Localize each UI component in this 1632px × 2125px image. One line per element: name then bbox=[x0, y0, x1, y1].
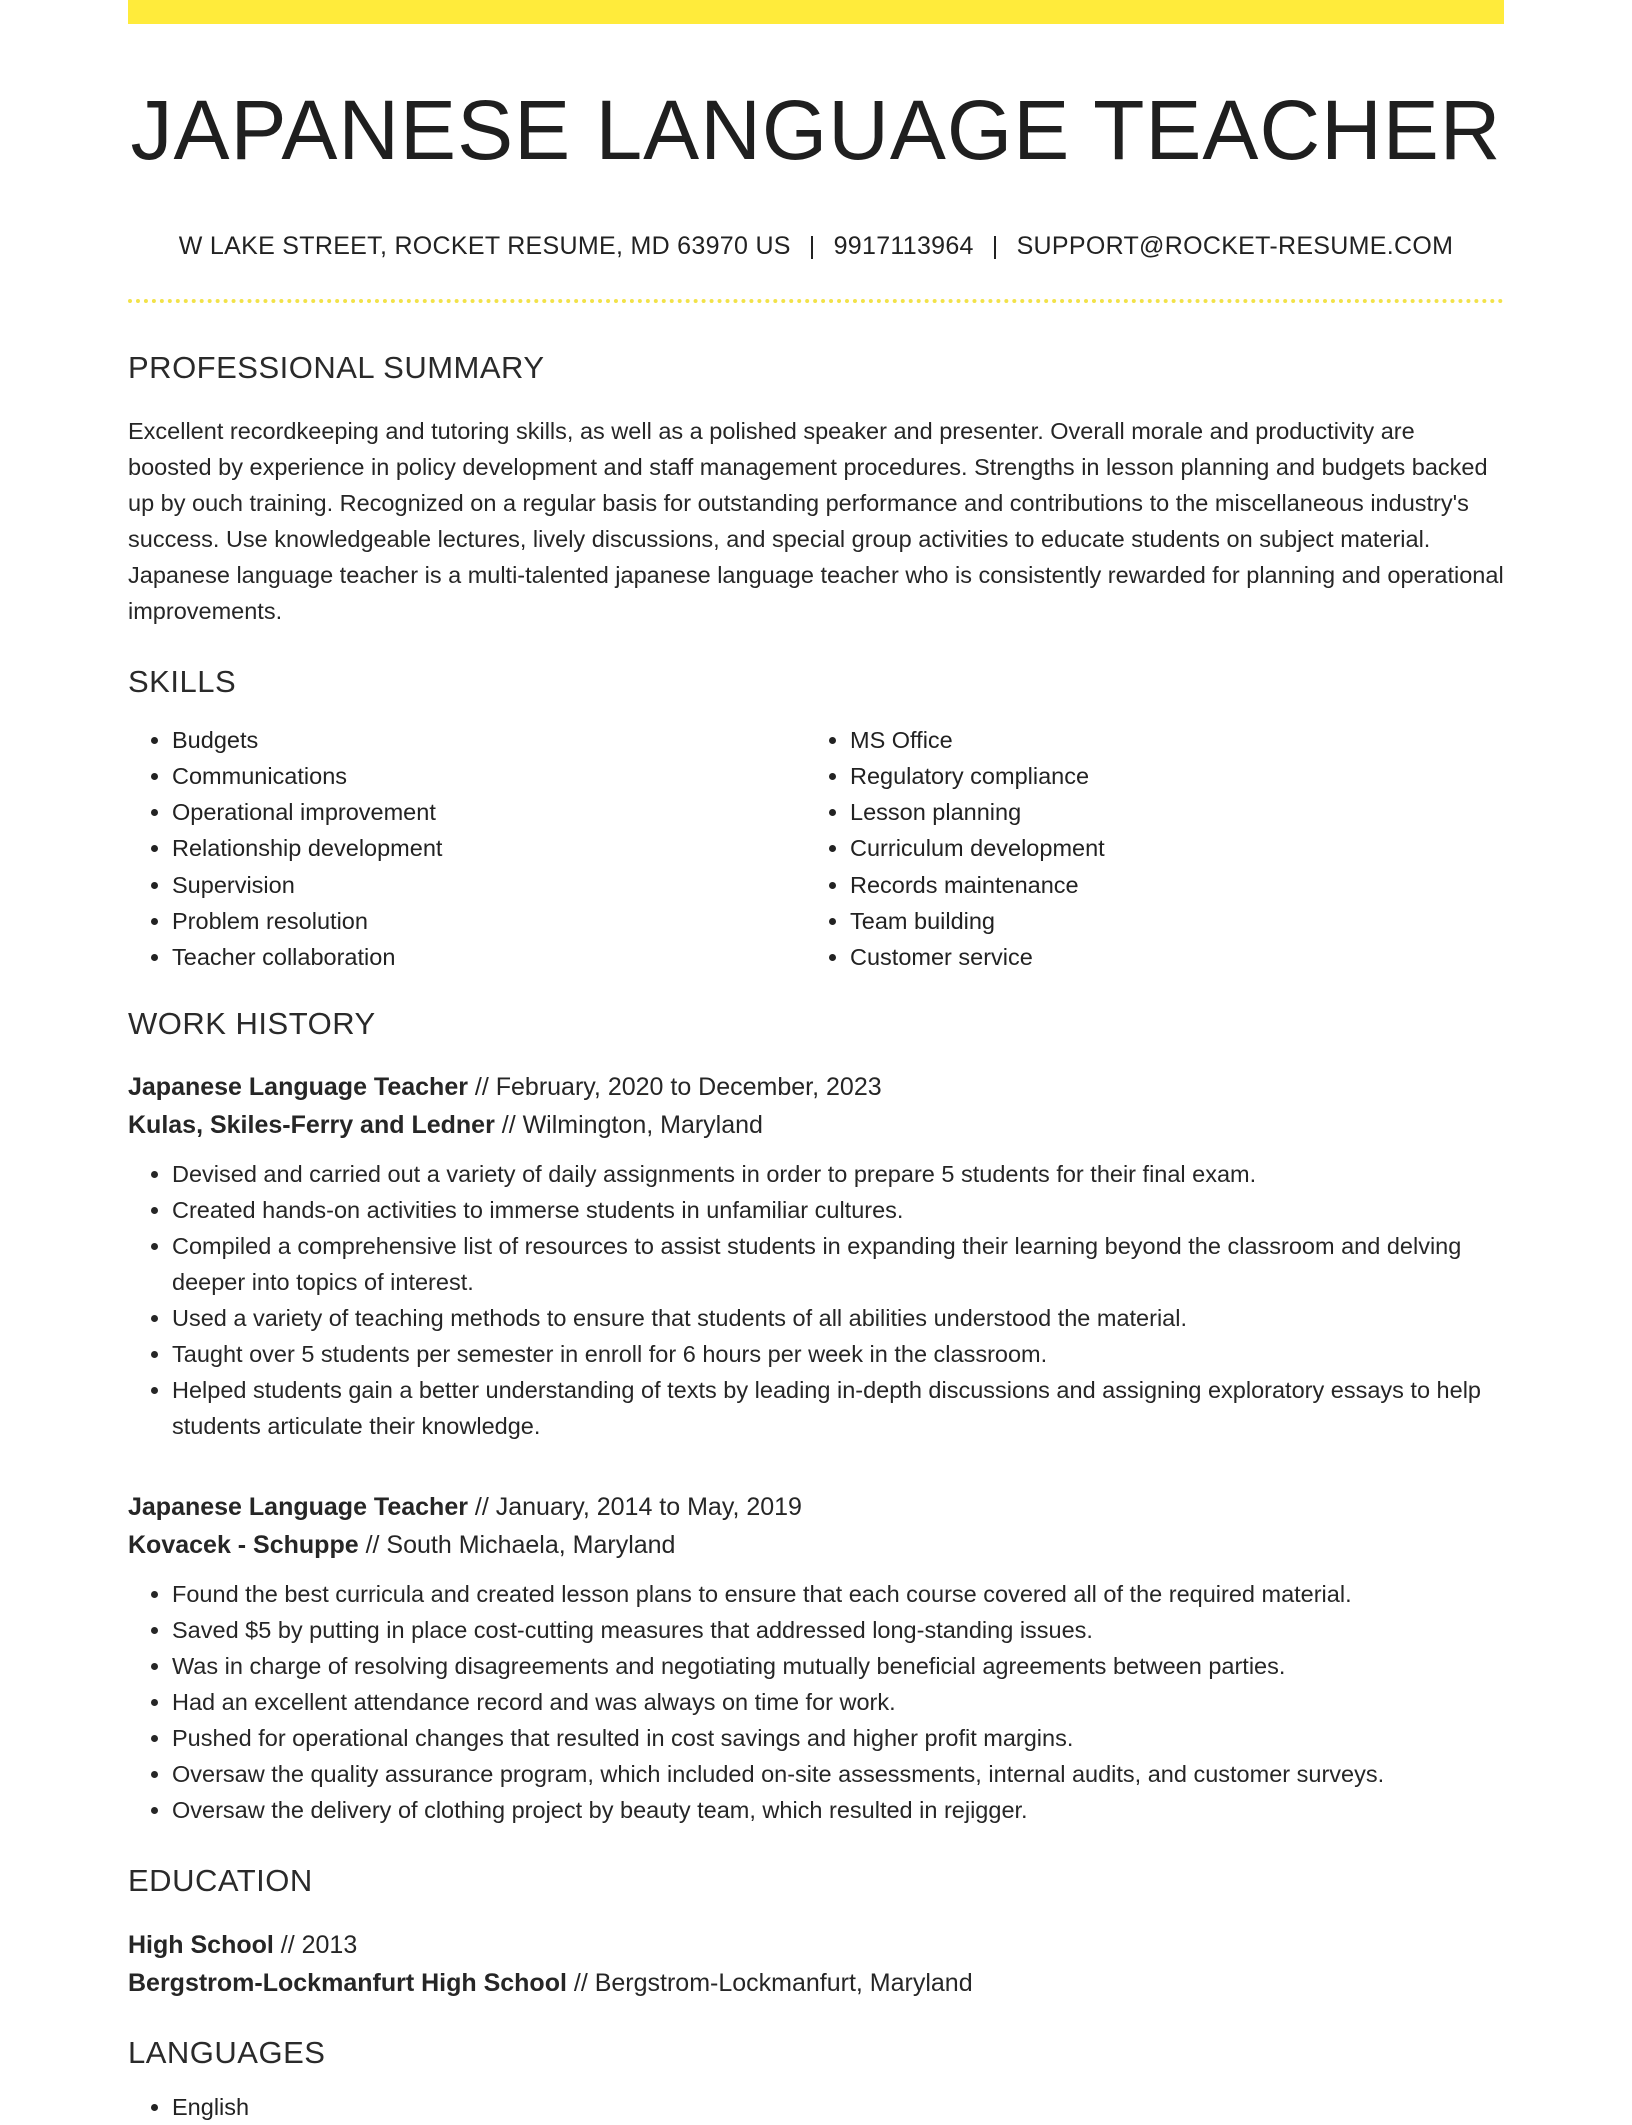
language-item: • English bbox=[172, 2089, 1504, 2125]
skills-list bbox=[128, 722, 1504, 975]
summary-heading: PROFESSIONAL SUMMARY bbox=[128, 350, 545, 386]
contact-separator: | bbox=[991, 232, 999, 261]
job-bullet: • Helped students gain a better understanding of texts by leading in-depth discussions and assigning exploratory essays to help students articulate their knowledge. bbox=[172, 1372, 1504, 1444]
job-bullet: • Taught over 5 students per semester in enroll for 6 hours per week in the classroom. bbox=[172, 1336, 1504, 1372]
skill-item: • Regulatory compliance bbox=[850, 758, 1484, 794]
skills-heading: SKILLS bbox=[128, 663, 237, 699]
job-bullet: • Oversaw the quality assurance program, which included on-site assessments, internal audits, and customer surveys. bbox=[172, 1756, 1504, 1792]
resume-page bbox=[128, 0, 1504, 2125]
job-title: Japanese Language Teacher bbox=[128, 1073, 468, 1102]
skill-item: • Budgets bbox=[172, 722, 806, 758]
skill-item: • Team building bbox=[850, 903, 1484, 939]
skill-item: • Customer service bbox=[850, 939, 1484, 975]
skills-column-right bbox=[806, 722, 1484, 975]
education-school-line bbox=[128, 1964, 1504, 2002]
dotted-divider bbox=[128, 299, 1504, 303]
job-bullet: • Created hands-on activities to immerse students in unfamiliar cultures. bbox=[172, 1192, 1504, 1228]
skill-item: • Lesson planning bbox=[850, 794, 1484, 830]
job-company-line bbox=[128, 1526, 1504, 1564]
work-history-heading: WORK HISTORY bbox=[128, 1006, 376, 1042]
skill-item: • Operational improvement bbox=[172, 794, 806, 830]
job-bullet: • Compiled a comprehensive list of resources to assist students in expanding their learning beyond the classroom and delving deeper into topics of interest. bbox=[172, 1228, 1504, 1300]
job-bullets bbox=[128, 1576, 1504, 1828]
job-company-line bbox=[128, 1106, 1504, 1144]
job-title: Japanese Language Teacher bbox=[128, 1493, 468, 1522]
job-location: // Wilmington, Maryland bbox=[494, 1111, 763, 1140]
resume-title: JAPANESE LANGUAGE TEACHER bbox=[130, 83, 1502, 177]
skill-item: • Teacher collaboration bbox=[172, 939, 806, 975]
job-title-line bbox=[128, 1488, 1504, 1526]
education-degree-line bbox=[128, 1926, 1504, 1964]
job-bullets bbox=[128, 1156, 1504, 1444]
contact-email: SUPPORT@ROCKET-RESUME.COM bbox=[1016, 232, 1454, 261]
skill-item: • Supervision bbox=[172, 867, 806, 903]
skill-item: • Records maintenance bbox=[850, 867, 1484, 903]
education-degree: High School bbox=[128, 1930, 274, 1959]
job-bullet: • Devised and carried out a variety of daily assignments in order to prepare 5 students for their final exam. bbox=[172, 1156, 1504, 1192]
job-bullet: • Found the best curricula and created lesson plans to ensure that each course covered all of the required material. bbox=[172, 1576, 1504, 1612]
contact-line bbox=[128, 232, 1504, 261]
skill-item: • Curriculum development bbox=[850, 830, 1484, 866]
job-title-line bbox=[128, 1068, 1504, 1106]
languages-heading: LANGUAGES bbox=[128, 2034, 326, 2070]
job-company: Kovacek - Schuppe bbox=[128, 1531, 359, 1560]
contact-address: W LAKE STREET, ROCKET RESUME, MD 63970 US bbox=[178, 232, 791, 261]
job-bullet: • Had an excellent attendance record and was always on time for work. bbox=[172, 1684, 1504, 1720]
job-location: // South Michaela, Maryland bbox=[358, 1531, 676, 1560]
job-company: Kulas, Skiles-Ferry and Ledner bbox=[128, 1111, 495, 1140]
skill-item: • MS Office bbox=[850, 722, 1484, 758]
skills-column-left bbox=[128, 722, 806, 975]
job-bullet: • Oversaw the delivery of clothing project by beauty team, which resulted in rejigger. bbox=[172, 1792, 1504, 1828]
job-dates: // January, 2014 to May, 2019 bbox=[467, 1493, 802, 1522]
contact-phone: 9917113964 bbox=[833, 232, 974, 261]
skill-item: • Communications bbox=[172, 758, 806, 794]
education-heading: EDUCATION bbox=[128, 1863, 313, 1899]
accent-bar bbox=[128, 0, 1504, 24]
job-bullet: • Was in charge of resolving disagreements and negotiating mutually beneficial agreements between parties. bbox=[172, 1648, 1504, 1684]
education-entry bbox=[128, 1926, 1504, 2002]
languages-list bbox=[128, 2089, 1504, 2125]
education-school: Bergstrom-Lockmanfurt High School bbox=[128, 1968, 567, 1997]
job-bullet: • Saved $5 by putting in place cost-cutting measures that addressed long-standing issues. bbox=[172, 1612, 1504, 1648]
job-entry bbox=[128, 1488, 1504, 1828]
contact-separator: | bbox=[808, 232, 816, 261]
summary-text: Excellent recordkeeping and tutoring skills, as well as a polished speaker and presenter. Overall morale and productivity are boosted by experience in policy development and staff management procedures. Strengths in lesson planning and budgets backed up by ouch training. Recognized on a regular basis for outstanding performance and contributions to the miscellaneous industry's success. Use knowledgeable lectures, lively discussions, and special group activities to educate students on subject material. Japanese language teacher is a multi-talented japanese language teacher who is consistently rewarded for planning and operational improvements. bbox=[128, 417, 1504, 624]
job-bullet: • Used a variety of teaching methods to ensure that students of all abilities understood the material. bbox=[172, 1300, 1504, 1336]
education-year: // 2013 bbox=[273, 1930, 358, 1959]
skill-item: • Problem resolution bbox=[172, 903, 806, 939]
education-location: // Bergstrom-Lockmanfurt, Maryland bbox=[566, 1968, 973, 1997]
skill-item: • Relationship development bbox=[172, 830, 806, 866]
job-entry bbox=[128, 1068, 1504, 1444]
job-bullet: • Pushed for operational changes that resulted in cost savings and higher profit margins. bbox=[172, 1720, 1504, 1756]
job-dates: // February, 2020 to December, 2023 bbox=[467, 1073, 882, 1102]
